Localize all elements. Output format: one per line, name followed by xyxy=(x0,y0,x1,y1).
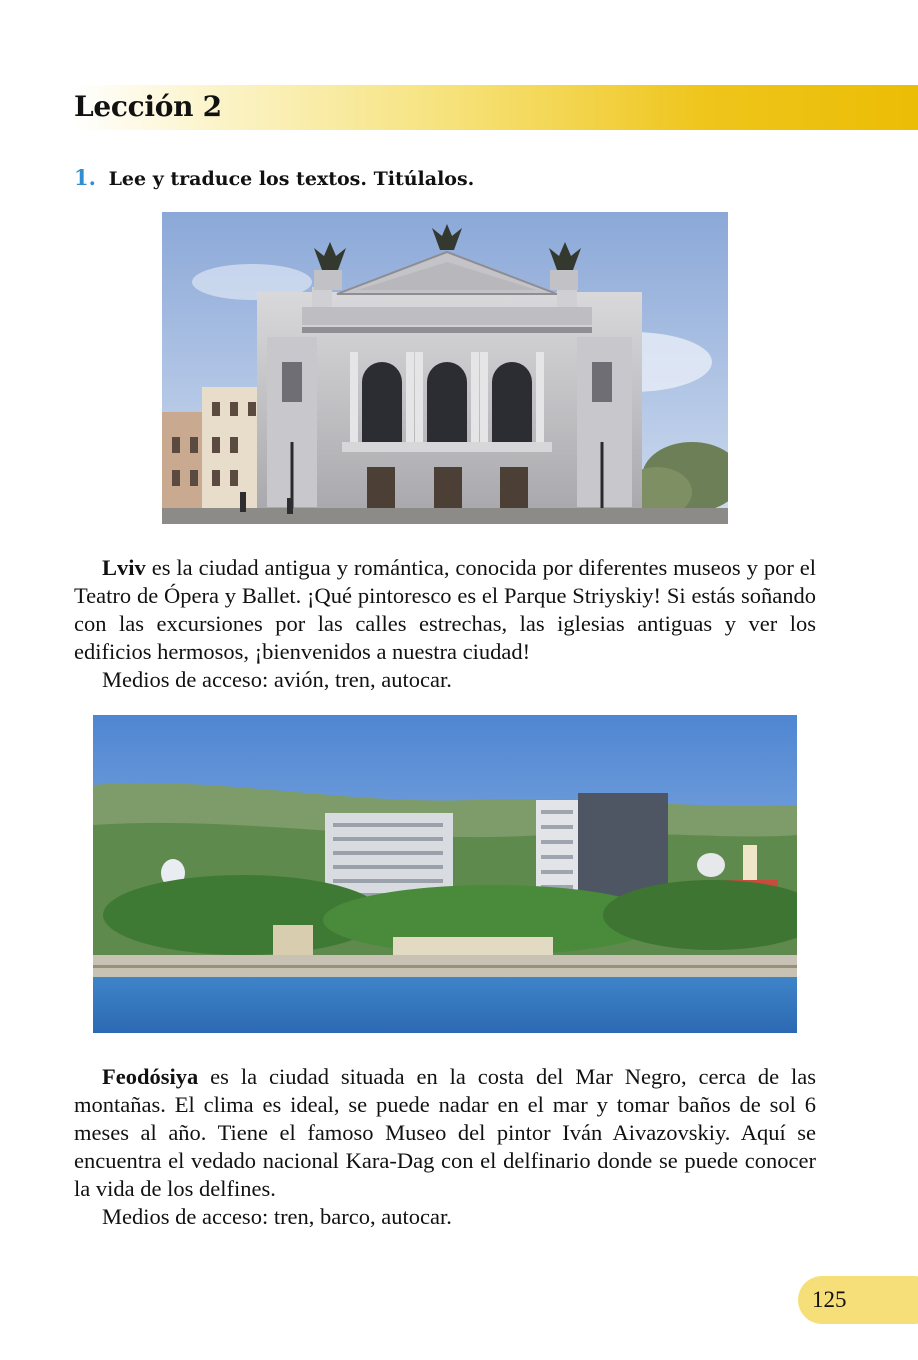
exercise-instruction: Lee y traduce los textos. Titúlalos. xyxy=(108,168,475,190)
page-number: 125 xyxy=(812,1287,847,1312)
exercise-number: 1. xyxy=(74,165,96,190)
feodosiya-text xyxy=(74,1063,816,1231)
feodosiya-access: Medios de acceso: tren, barco, autocar. xyxy=(102,1204,452,1229)
lesson-title: Lección 2 xyxy=(74,90,222,123)
feodosiya-description: es la ciudad situada en la costa del Mar Negro, cerca de las montañas. El clima es ideal, se puede nadar en el mar y tomar baños de sol 6 meses al año. Tiene el famoso Museo del pintor Iván Aivazovskiy. Aquí se encuentra el vedado nacional Kara-Dag con el delfinario donde se puede conocer la vida de los delfines. xyxy=(74,1064,816,1201)
exercise-heading xyxy=(74,164,474,193)
lviv-access: Medios de acceso: avión, tren, autocar. xyxy=(102,667,452,692)
lviv-text xyxy=(74,554,816,694)
feodosiya-city-name: Feodósiya xyxy=(102,1064,199,1089)
lviv-description: es la ciudad antigua y romántica, conocida por diferentes museos y por el Teatro de Ópera y Ballet. ¡Qué pintoresco es el Parque Striyskiy! Si estás soñando con las excursiones por las calles estrechas, las iglesias antiguas y ver los edificios hermosos, ¡bienvenidos a nuestra ciudad! xyxy=(74,555,816,664)
seaside-city-photo xyxy=(93,715,797,1033)
lviv-city-name: Lviv xyxy=(102,555,146,580)
opera-theatre-photo xyxy=(162,212,728,524)
